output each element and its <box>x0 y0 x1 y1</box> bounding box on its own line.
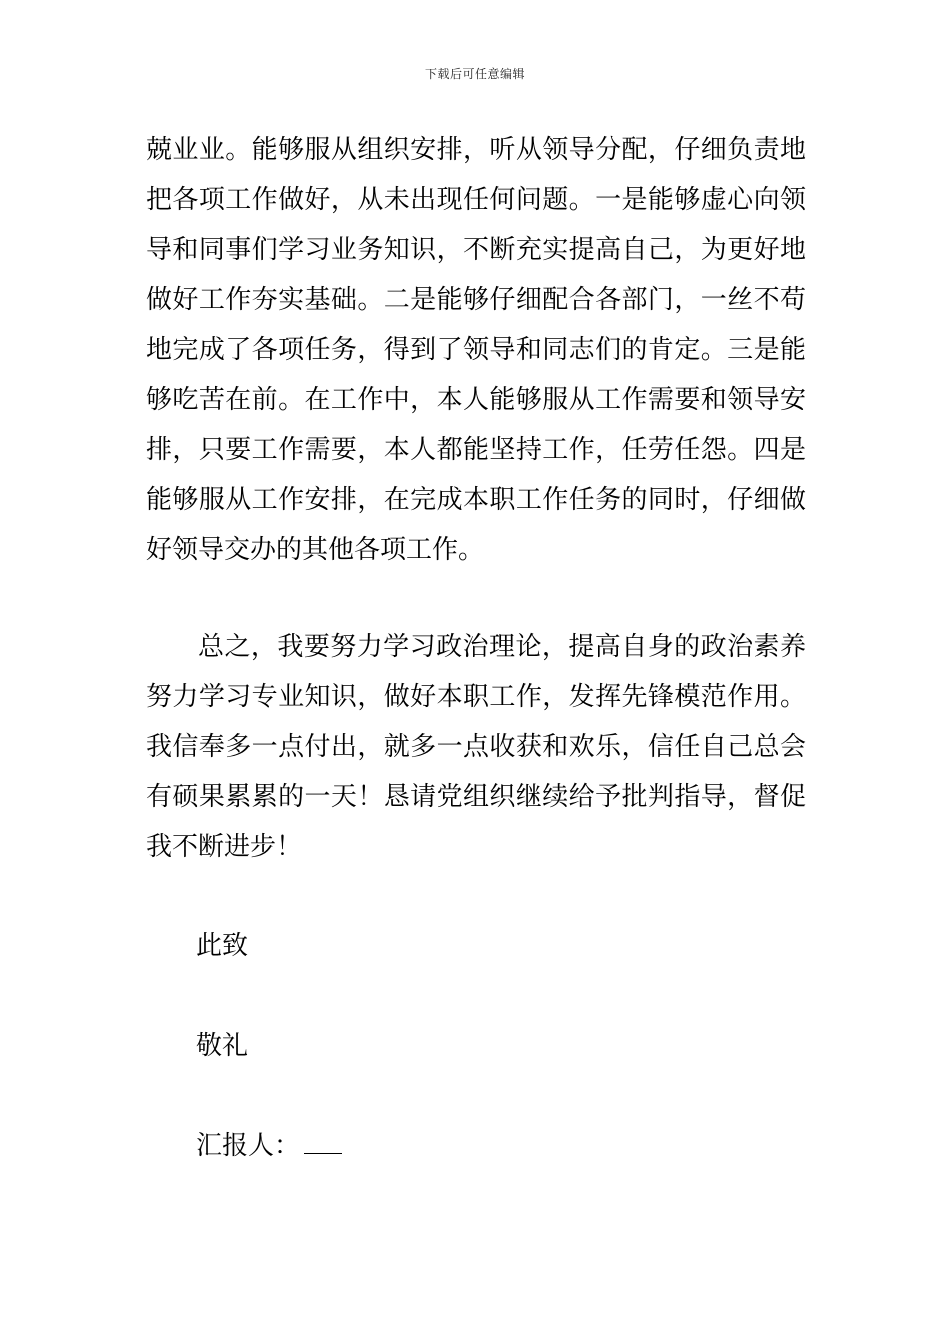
body-paragraph-2: 总之，我要努力学习政治理论，提高自身的政治素养努力学习专业知识，做好本职工作，发挥先锋模范作用。我信奉多一点付出，就多一点收获和欢乐，信任自己总会有硕果累累的一天！恳请党组织继续给予批判指导，督促我不断进步！ <box>146 632 806 862</box>
signature-line <box>196 1126 342 1166</box>
closing-salutation: 此致 <box>196 931 249 961</box>
closing-regards: 敬礼 <box>196 1031 249 1061</box>
signature-label: 汇报人： <box>196 1131 301 1161</box>
header-note: 下载后可任意编辑 <box>424 67 525 81</box>
body-paragraph-1: 兢业业。能够服从组织安排，听从领导分配，仔细负责地把各项工作做好，从未出现任何问题。一是能够虚心向领导和同事们学习业务知识，不断充实提高自己，为更好地做好工作夯实基础。二是能够仔细配合各部门，一丝不苟地完成了各项任务，得到了领导和同志们的肯定。三是能够吃苦在前。在工作中，本人能够服从工作需要和领导安排，只要工作需要，本人都能坚持工作，任劳任怨。四是能够服从工作安排，在完成本职工作任务的同时，仔细做好领导交办的其他各项工作。 <box>146 135 806 565</box>
signature-blank <box>304 1127 342 1154</box>
